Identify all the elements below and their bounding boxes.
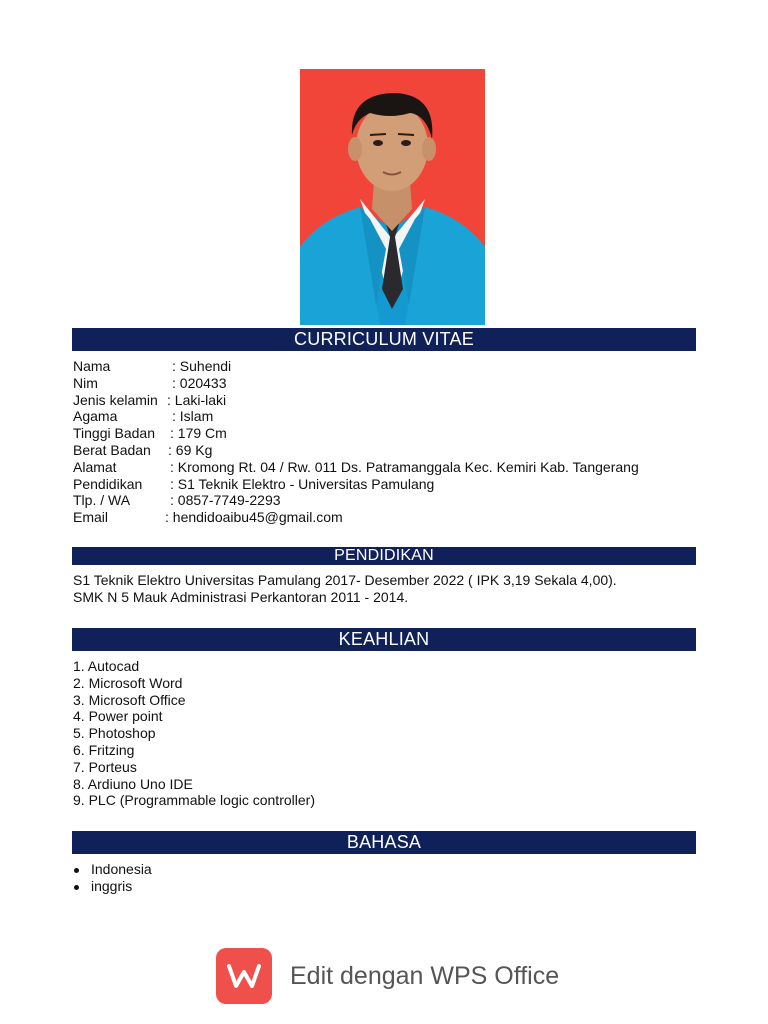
- profile-label: Alamat: [73, 458, 117, 475]
- profile-value: : 179 Cm: [170, 425, 227, 442]
- profile-label: Tinggi Badan: [73, 425, 155, 442]
- keahlian-item: 4. Power point: [73, 708, 163, 725]
- profile-row-email: [73, 509, 713, 526]
- profile-value: : hendidoaibu45@gmail.com: [165, 509, 343, 526]
- profile-photo: [300, 69, 485, 325]
- bahasa-title-bar: [72, 831, 696, 854]
- profile-label: Nim: [73, 374, 98, 391]
- keahlian-item: 8. Ardiuno Uno IDE: [73, 775, 193, 792]
- profile-row-berat-badan: [73, 442, 713, 459]
- profile-value: : Kromong Rt. 04 / Rw. 011 Ds. Patramanggala Kec. Kemiri Kab. Tangerang: [170, 458, 639, 475]
- profile-value: : 020433: [172, 374, 227, 391]
- pendidikan-title-bar: [72, 547, 696, 565]
- profile-value: : S1 Teknik Elektro - Universitas Pamulang: [170, 475, 435, 492]
- profile-label: Pendidikan: [73, 475, 143, 492]
- portrait-illustration: [300, 69, 485, 325]
- keahlian-item: 5. Photoshop: [73, 725, 156, 742]
- profile-row-jenis-kelamin: [73, 392, 713, 409]
- keahlian-title-bar: [72, 628, 696, 651]
- keahlian-title: KEAHLIAN: [338, 629, 430, 649]
- profile-value: : 0857-7749-2293: [170, 492, 281, 509]
- keahlian-item: 9. PLC (Programmable logic controller): [73, 792, 315, 809]
- pendidikan-line: SMK N 5 Mauk Administrasi Perkantoran 2011 - 2014.: [73, 588, 409, 605]
- bullet-icon: [74, 885, 79, 890]
- profile-label: Tlp. / WA: [73, 492, 131, 509]
- keahlian-item: 6. Fritzing: [73, 741, 135, 758]
- bahasa-item: [73, 861, 373, 878]
- profile-row-alamat: [73, 459, 713, 476]
- profile-row-tlp-wa: [73, 492, 713, 509]
- cv-title-bar: [72, 328, 696, 351]
- profile-row-agama: [73, 408, 713, 425]
- keahlian-item: 2. Microsoft Word: [73, 674, 183, 691]
- keahlian-list: [73, 658, 473, 809]
- keahlian-item: 7. Porteus: [73, 758, 137, 775]
- bullet-icon: [74, 868, 79, 873]
- profile-info: [73, 358, 713, 526]
- bahasa-item-label: Indonesia: [91, 861, 152, 877]
- profile-row-nim: [73, 375, 713, 392]
- profile-label: Berat Badan: [73, 441, 151, 458]
- bahasa-list: [73, 861, 373, 895]
- profile-row-tinggi-badan: [73, 425, 713, 442]
- keahlian-item: 1. Autocad: [73, 658, 140, 674]
- bahasa-item-label: inggris: [91, 877, 133, 894]
- profile-value: : Suhendi: [172, 358, 232, 374]
- cv-title: CURRICULUM VITAE: [294, 329, 474, 349]
- pendidikan-list: [73, 572, 713, 606]
- bahasa-item: [73, 878, 373, 895]
- profile-value: : Laki-laki: [167, 391, 227, 408]
- wps-logo-icon: [216, 948, 272, 1004]
- profile-label: Email: [73, 509, 109, 526]
- wps-edit-text: Edit dengan WPS Office: [290, 961, 560, 990]
- profile-value: : Islam: [172, 408, 214, 425]
- profile-label: Agama: [73, 408, 118, 425]
- pendidikan-title: PENDIDIKAN: [334, 547, 434, 564]
- keahlian-item: 3. Microsoft Office: [73, 691, 186, 708]
- bahasa-title: BAHASA: [346, 832, 422, 852]
- profile-row-nama: [73, 358, 713, 375]
- profile-value: : 69 Kg: [168, 441, 213, 458]
- wps-edit-banner[interactable]: [216, 948, 559, 1004]
- profile-label: Jenis kelamin: [73, 391, 158, 408]
- profile-row-pendidikan: [73, 476, 713, 493]
- pendidikan-line: S1 Teknik Elektro Universitas Pamulang 2017- Desember 2022 ( IPK 3,19 Sekala 4,00).: [73, 572, 617, 588]
- profile-label: Nama: [73, 358, 111, 374]
